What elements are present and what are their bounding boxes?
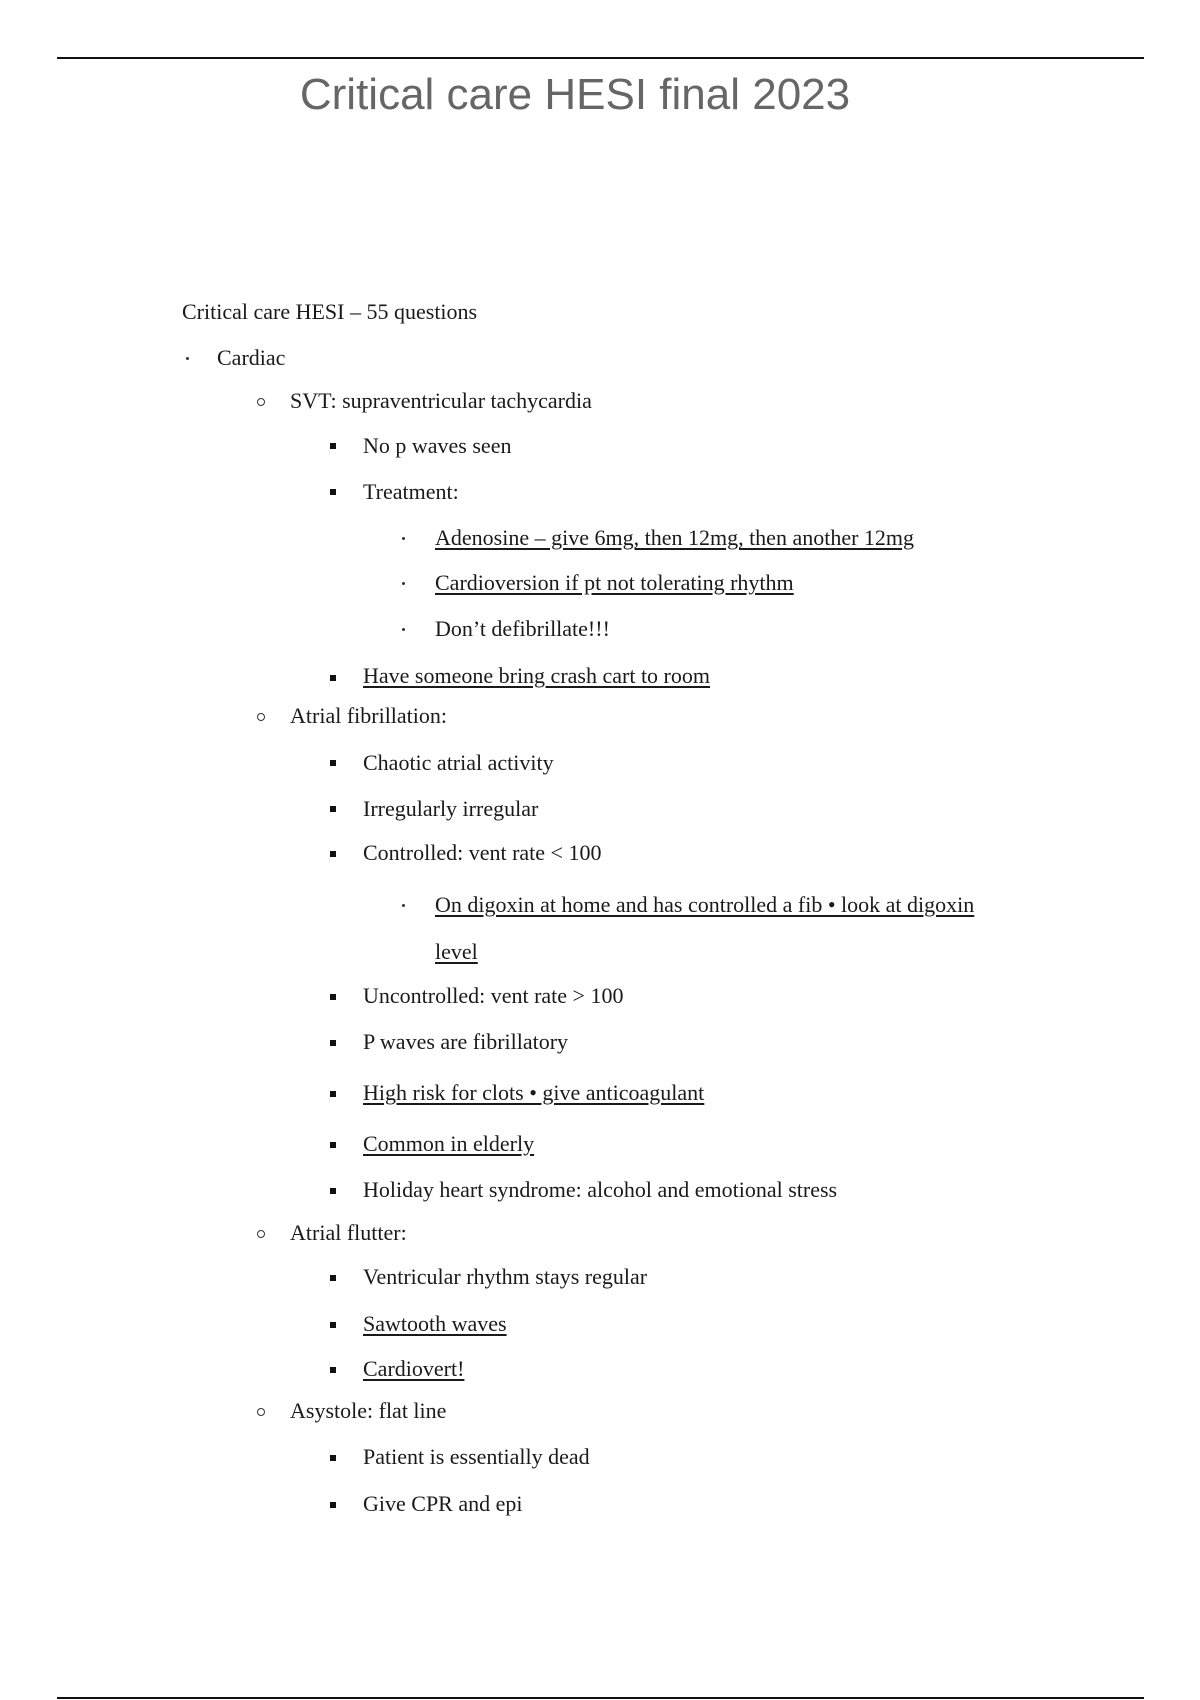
asystole-heading: Asystole: flat line (290, 1398, 447, 1423)
bullet-square (330, 443, 336, 449)
bullet-dot (402, 628, 405, 631)
bullet-square (330, 1142, 336, 1148)
bullet-circle (257, 398, 265, 406)
list-item: Patient is essentially dead (363, 1444, 590, 1469)
bullet-square (330, 1275, 336, 1281)
list-item: P waves are fibrillatory (363, 1029, 569, 1054)
document-title: Critical care HESI final 2023 (299, 70, 851, 119)
bullet-square (330, 994, 336, 1000)
list-item: Give CPR and epi (363, 1491, 523, 1516)
bullet-square (330, 760, 336, 766)
list-item: No p waves seen (363, 433, 512, 458)
list-item: Don’t defibrillate!!! (435, 616, 610, 641)
list-item: Cardioversion if pt not tolerating rhythm (435, 570, 794, 595)
list-item: Irregularly irregular (363, 796, 539, 821)
bullet-square (330, 675, 336, 681)
bullet-circle (257, 1230, 265, 1238)
intro-line: Critical care HESI – 55 questions (182, 299, 478, 324)
afib-heading: Atrial fibrillation: (290, 703, 448, 728)
bullet-dot (402, 582, 405, 585)
list-item: Treatment: (363, 479, 459, 504)
list-item: Chaotic atrial activity (363, 750, 554, 775)
bullet-square (330, 1188, 336, 1194)
bullet-dot (402, 537, 405, 540)
top-rule (57, 57, 1144, 59)
bullet-dot (402, 904, 405, 907)
bullet-square (330, 1091, 336, 1097)
list-item: Ventricular rhythm stays regular (363, 1264, 648, 1289)
bullet-circle (257, 1408, 265, 1416)
list-item: Sawtooth waves (363, 1311, 507, 1336)
aflutter-heading: Atrial flutter: (290, 1220, 407, 1245)
bullet-square (330, 1455, 336, 1461)
list-item: High risk for clots • give anticoagulant (363, 1080, 705, 1105)
bullet-square (330, 806, 336, 812)
list-item: Have someone bring crash cart to room (363, 663, 710, 688)
bullet-square (330, 851, 336, 857)
bullet-square (330, 489, 336, 495)
list-item: Common in elderly (363, 1131, 535, 1156)
bullet-dot (186, 357, 189, 360)
bullet-square (330, 1502, 336, 1508)
bottom-rule (57, 1697, 1144, 1699)
list-item: Cardiovert! (363, 1356, 465, 1381)
bullet-circle (257, 713, 265, 721)
section-cardiac: Cardiac (217, 345, 286, 370)
list-item: Controlled: vent rate < 100 (363, 840, 602, 865)
bullet-square (330, 1367, 336, 1373)
svt-heading: SVT: supraventricular tachycardia (290, 388, 592, 413)
bullet-square (330, 1322, 336, 1328)
list-item: On digoxin at home and has controlled a fib • look at digoxin (435, 892, 975, 917)
list-item: Uncontrolled: vent rate > 100 (363, 983, 624, 1008)
list-item-continuation: level (435, 939, 478, 964)
list-item: Adenosine – give 6mg, then 12mg, then another 12mg (435, 525, 915, 550)
bullet-square (330, 1040, 336, 1046)
list-item: Holiday heart syndrome: alcohol and emotional stress (363, 1177, 838, 1202)
